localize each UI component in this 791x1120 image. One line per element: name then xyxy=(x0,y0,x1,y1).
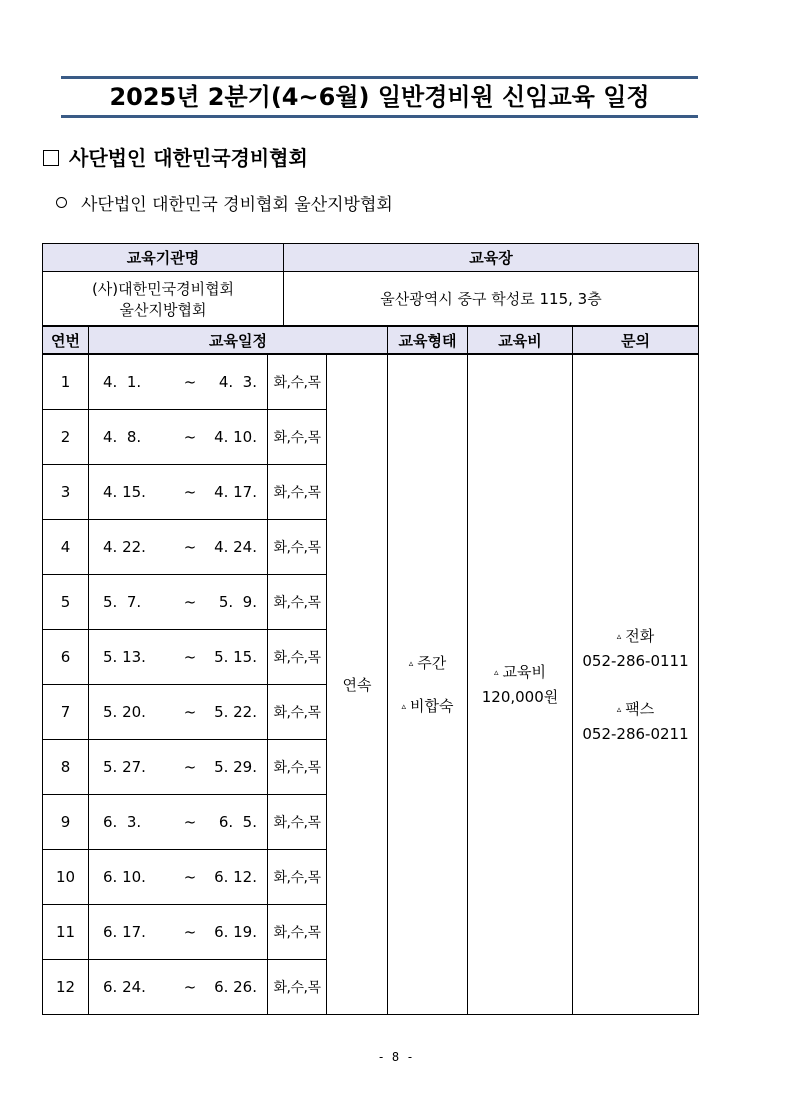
row-no: 9 xyxy=(43,795,89,850)
row-end-date: 5. 29. xyxy=(214,758,257,776)
circle-bullet-icon xyxy=(56,197,67,208)
schedule-table xyxy=(42,326,699,1015)
row-no: 7 xyxy=(43,685,89,740)
sub-heading xyxy=(56,192,393,218)
row-no: 5 xyxy=(43,575,89,630)
fee-value: 120,000원 xyxy=(481,688,559,706)
section-heading-text: 사단법인 대한민국경비협회 xyxy=(69,146,308,170)
place-header: 교육장 xyxy=(284,244,699,272)
row-end-date: 4. 10. xyxy=(214,428,257,446)
row-no: 6 xyxy=(43,630,89,685)
row-start-date: 6. 10. xyxy=(103,868,146,886)
institution-table xyxy=(42,243,699,326)
row-start-date: 4. 22. xyxy=(103,538,146,556)
row-dates xyxy=(89,520,268,575)
row-tilde: ~ xyxy=(183,758,197,776)
row-dates xyxy=(89,740,268,795)
triangle-bullet-icon: ▵ xyxy=(408,658,414,669)
phone-value: 052-286-0111 xyxy=(582,651,689,670)
row-no: 1 xyxy=(43,354,89,410)
schedule-body xyxy=(43,354,699,1015)
org-header: 교육기관명 xyxy=(43,244,284,272)
place-cell: 울산광역시 중구 학성로 115, 3층 xyxy=(284,272,699,326)
row-days: 화,수,목 xyxy=(268,465,327,520)
row-end-date: 4. 3. xyxy=(218,373,257,391)
fax-label: 팩스 xyxy=(625,699,655,718)
checkbox-square-icon xyxy=(43,150,59,166)
row-days: 화,수,목 xyxy=(268,795,327,850)
triangle-bullet-icon: ▵ xyxy=(616,704,622,715)
row-days: 화,수,목 xyxy=(268,354,327,410)
triangle-bullet-icon: ▵ xyxy=(493,668,499,678)
type-nonresident-label: 비합숙 xyxy=(410,696,454,715)
org-name-line2: 울산지방협회 xyxy=(119,300,207,319)
fax-value: 052-286-0211 xyxy=(582,724,689,743)
page-title: 2025년 2분기(4~6월) 일반경비원 신임교육 일정 xyxy=(109,83,650,111)
row-no: 11 xyxy=(43,905,89,960)
row-days: 화,수,목 xyxy=(268,630,327,685)
title-bottom-rule xyxy=(61,115,698,118)
row-end-date: 6. 12. xyxy=(214,868,257,886)
row-days: 화,수,목 xyxy=(268,520,327,575)
row-start-date: 4. 15. xyxy=(103,483,146,501)
table-row xyxy=(43,354,699,410)
row-dates xyxy=(89,960,268,1015)
row-end-date: 4. 17. xyxy=(214,483,257,501)
sub-heading-text: 사단법인 대한민국 경비협회 울산지방협회 xyxy=(81,195,393,215)
row-no: 10 xyxy=(43,850,89,905)
org-name-line1: (사)대한민국경비협회 xyxy=(91,279,235,298)
row-tilde: ~ xyxy=(183,373,197,391)
row-end-date: 6. 19. xyxy=(214,923,257,941)
row-start-date: 5. 13. xyxy=(103,648,146,666)
mode-cell: 연속 xyxy=(327,354,388,1015)
page-number: - 8 - xyxy=(377,1050,414,1064)
fee-label: 교육비 xyxy=(502,663,546,681)
row-dates xyxy=(89,354,268,410)
row-tilde: ~ xyxy=(183,978,197,996)
header-fee: 교육비 xyxy=(468,327,573,355)
triangle-bullet-icon: ▵ xyxy=(616,631,622,642)
row-end-date: 6. 5. xyxy=(218,813,257,831)
title-block xyxy=(61,76,698,118)
row-end-date: 4. 24. xyxy=(214,538,257,556)
row-days: 화,수,목 xyxy=(268,960,327,1015)
row-tilde: ~ xyxy=(183,428,197,446)
row-days: 화,수,목 xyxy=(268,575,327,630)
row-days: 화,수,목 xyxy=(268,685,327,740)
header-contact: 문의 xyxy=(573,327,699,355)
row-days: 화,수,목 xyxy=(268,905,327,960)
row-dates xyxy=(89,850,268,905)
row-days: 화,수,목 xyxy=(268,740,327,795)
row-no: 2 xyxy=(43,410,89,465)
row-start-date: 4. 8. xyxy=(103,428,142,446)
row-end-date: 6. 26. xyxy=(214,978,257,996)
header-type: 교육형태 xyxy=(388,327,468,355)
row-tilde: ~ xyxy=(183,538,197,556)
row-days: 화,수,목 xyxy=(268,850,327,905)
row-tilde: ~ xyxy=(183,483,197,501)
row-tilde: ~ xyxy=(183,703,197,721)
section-heading xyxy=(43,144,308,172)
header-no: 연번 xyxy=(43,327,89,355)
row-dates xyxy=(89,685,268,740)
row-start-date: 5. 27. xyxy=(103,758,146,776)
row-start-date: 6. 24. xyxy=(103,978,146,996)
row-no: 12 xyxy=(43,960,89,1015)
row-dates xyxy=(89,465,268,520)
row-start-date: 6. 17. xyxy=(103,923,146,941)
row-tilde: ~ xyxy=(183,593,197,611)
row-tilde: ~ xyxy=(183,648,197,666)
row-no: 4 xyxy=(43,520,89,575)
row-start-date: 6. 3. xyxy=(103,813,142,831)
row-start-date: 4. 1. xyxy=(103,373,142,391)
row-start-date: 5. 20. xyxy=(103,703,146,721)
org-name-cell xyxy=(43,272,284,326)
phone-label: 전화 xyxy=(625,626,655,645)
contact-cell xyxy=(573,354,699,1015)
type-day-label: 주간 xyxy=(417,653,447,672)
triangle-bullet-icon: ▵ xyxy=(401,701,407,712)
row-dates xyxy=(89,630,268,685)
row-tilde: ~ xyxy=(183,813,197,831)
row-dates xyxy=(89,795,268,850)
row-end-date: 5. 9. xyxy=(218,593,257,611)
header-schedule: 교육일정 xyxy=(89,327,388,355)
row-dates xyxy=(89,905,268,960)
fee-cell xyxy=(468,354,573,1015)
row-no: 3 xyxy=(43,465,89,520)
row-start-date: 5. 7. xyxy=(103,593,142,611)
row-end-date: 5. 15. xyxy=(214,648,257,666)
row-no: 8 xyxy=(43,740,89,795)
row-days: 화,수,목 xyxy=(268,410,327,465)
row-tilde: ~ xyxy=(183,868,197,886)
type-cell xyxy=(388,354,468,1015)
row-dates xyxy=(89,410,268,465)
row-tilde: ~ xyxy=(183,923,197,941)
row-end-date: 5. 22. xyxy=(214,703,257,721)
row-dates xyxy=(89,575,268,630)
